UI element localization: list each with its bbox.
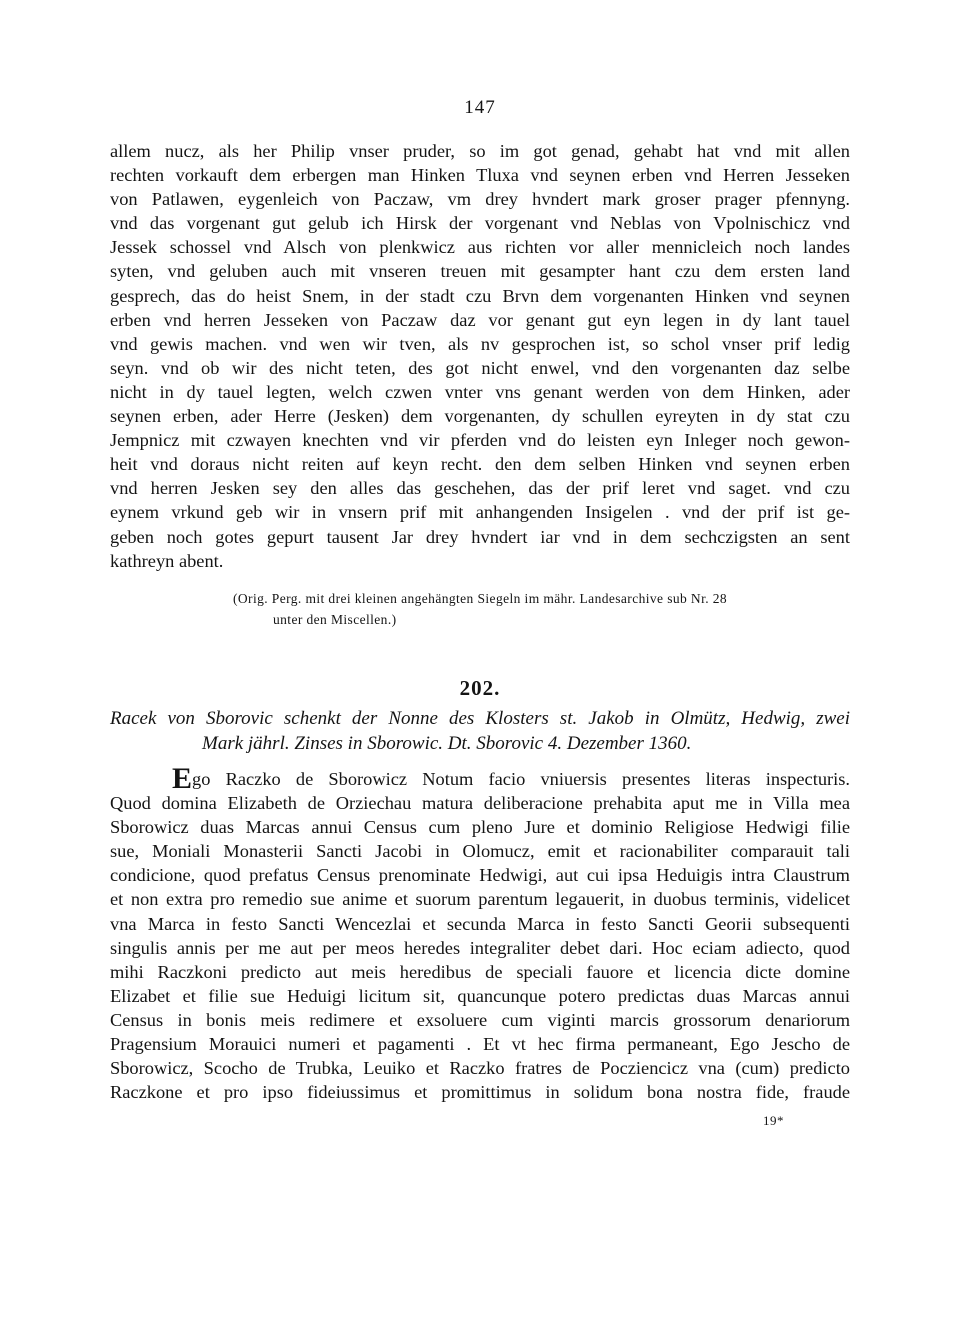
text-line: Quod domina Elizabeth de Orziechau matura deliberacione prehabita aput me in Villa mea xyxy=(110,793,850,814)
text-line: kathreyn abent. xyxy=(110,550,224,571)
document-title-line: Mark jährl. Zinses in Sborowic. Dt. Sborovic 4. Dezember 1360. xyxy=(202,733,692,754)
text-line: Pragensium Morauici numeri et pagamenti . Et vt hec firma permaneant, Ego Jescho de xyxy=(110,1034,850,1055)
text-line: Jempnicz mit czwayen knechten vnd vir pferden vnd do leisten eyn Inleger noch gewon- xyxy=(110,430,850,451)
text-line: syten, vnd geluben auch mit vnseren treuen mit gesampter hant czu dem ersten land xyxy=(110,261,850,282)
document-number: 202. xyxy=(459,676,501,700)
text-line: et non extra pro remedio sue anime et suorum parentum legauerit, in duobus terminis, videlicet xyxy=(110,889,850,910)
document-title xyxy=(110,706,850,756)
source-note-line: unter den Miscellen.) xyxy=(273,612,397,627)
text-line: heit vnd doraus nicht reiten auf keyn recht. den dem selben Hinken vnd seynen erben xyxy=(110,454,850,475)
text-line: eynem vrkund geb wir in vnsern prif mit anhangenden Insigelen . vnd der prif ist ge- xyxy=(110,502,850,523)
text-line: allem nucz, als her Philip vnser pruder, so im got genad, gehabt hat vnd mit allen xyxy=(110,141,850,161)
source-note xyxy=(233,588,853,630)
document-body xyxy=(110,762,850,1104)
source-note-line: (Orig. Perg. mit drei kleinen angehängten Siegeln im mähr. Landesarchive sub Nr. 28 xyxy=(233,591,728,606)
text-line: von Patlawen, eygenleich von Paczaw, vm drey hvndert mark groser prager pfennyng. xyxy=(110,189,850,210)
text-line: Elizabet et filie sue Heduigi licitum sit, quancunque potero predictas duas Marcas annui xyxy=(110,985,850,1006)
first-line-text: go Raczko de Sborowicz Notum facio vniuersis presentes literas inspecturis. xyxy=(192,769,850,789)
document-first-line xyxy=(110,762,850,795)
document-title-line: Racek von Sborovic schenkt der Nonne des Klosters st. Jakob in Olmütz, Hedwig, zwei xyxy=(110,708,850,729)
text-line: Sborowicz, Scocho de Trubka, Leuiko et Raczko fratres de Pocziencicz vna (cum) predicto xyxy=(110,1058,850,1079)
page-number: 147 xyxy=(464,97,496,118)
text-line: Raczkone et pro ipso fideiussimus et promittimus in solidum bona nostra fide, fraude xyxy=(110,1082,850,1103)
text-line: vnd herren Jesken sey den alles das geschehen, das der prif leret vnd saget. vnd czu xyxy=(110,478,850,499)
text-line: vnd gewis machen. vnd wen wir tven, als nv gesprochen ist, so schol vnser prif ledig xyxy=(110,333,850,354)
text-line: erben vnd herren Jesseken von Paczaw daz vor genant gut eyn legen in dy lant tauel xyxy=(110,309,850,330)
text-line: geben noch gotes gepurt tausent Jar drey hvndert iar vnd in dem sechczigsten an sent xyxy=(110,526,850,547)
text-line: rechten vorkauft dem erbergen man Hinken Tluxa vnd seynen erben vnd Herren Jesseken xyxy=(110,165,850,186)
text-line: Jessek schossel vnd Alsch von plenkwicz aus richten vor aller mennicleich noch landes xyxy=(110,237,850,258)
text-line: condicione, quod prefatus Census prenominate Hedwigi, aut cui ipsa Heduigis intra Claustrum xyxy=(110,865,850,886)
text-line: vnd das vorgenant gut gelub ich Hirsk der vorgenant vnd Neblas von Vpolnischicz vnd xyxy=(110,213,850,234)
text-line: seyn. vnd ob wir des nicht teten, des got nicht enwel, vnd den vorgenanten daz selbe xyxy=(110,357,850,378)
text-line: sue, Moniali Monasterii Sancti Jacobi in Olomucz, emit et racionabiliter comparauit tali xyxy=(110,841,850,862)
text-line: seynen erben, ader Herre (Jesken) dem vorgenanten, dy schullen eyreyten in dy stat czu xyxy=(110,406,850,427)
text-line: nicht in dy tauel legten, welch czwen vnter vns genant werden von dem Hinken, ader xyxy=(110,381,850,402)
text-line: gesprech, das do heist Snem, in der stadt czu Brvn dem vorgenanten Hinken vnd seynen xyxy=(110,285,850,306)
text-line: Census in bonis meis redimere et exsoluere cum viginti marcis grossorum denariorum xyxy=(110,1009,850,1030)
text-line: mihi Raczkoni predicto aut meis heredibus de speciali fauore et licencia dicte domine xyxy=(110,961,850,982)
text-line: Sborowicz duas Marcas annui Census cum pleno Jure et dominio Religiose Hedwigi filie xyxy=(110,817,850,838)
continuation-text xyxy=(110,139,850,573)
text-line: singulis annis per me aut per meos heredes integraliter debet dari. Hoc eciam adiecto, quod xyxy=(110,937,850,958)
initial-letter: E xyxy=(172,762,193,795)
text-line: vna Marca in festo Sancti Wencezlai et secunda Marca in festo Sancti Georii subsequenti xyxy=(110,913,850,934)
signature-mark: 19* xyxy=(763,1113,784,1128)
